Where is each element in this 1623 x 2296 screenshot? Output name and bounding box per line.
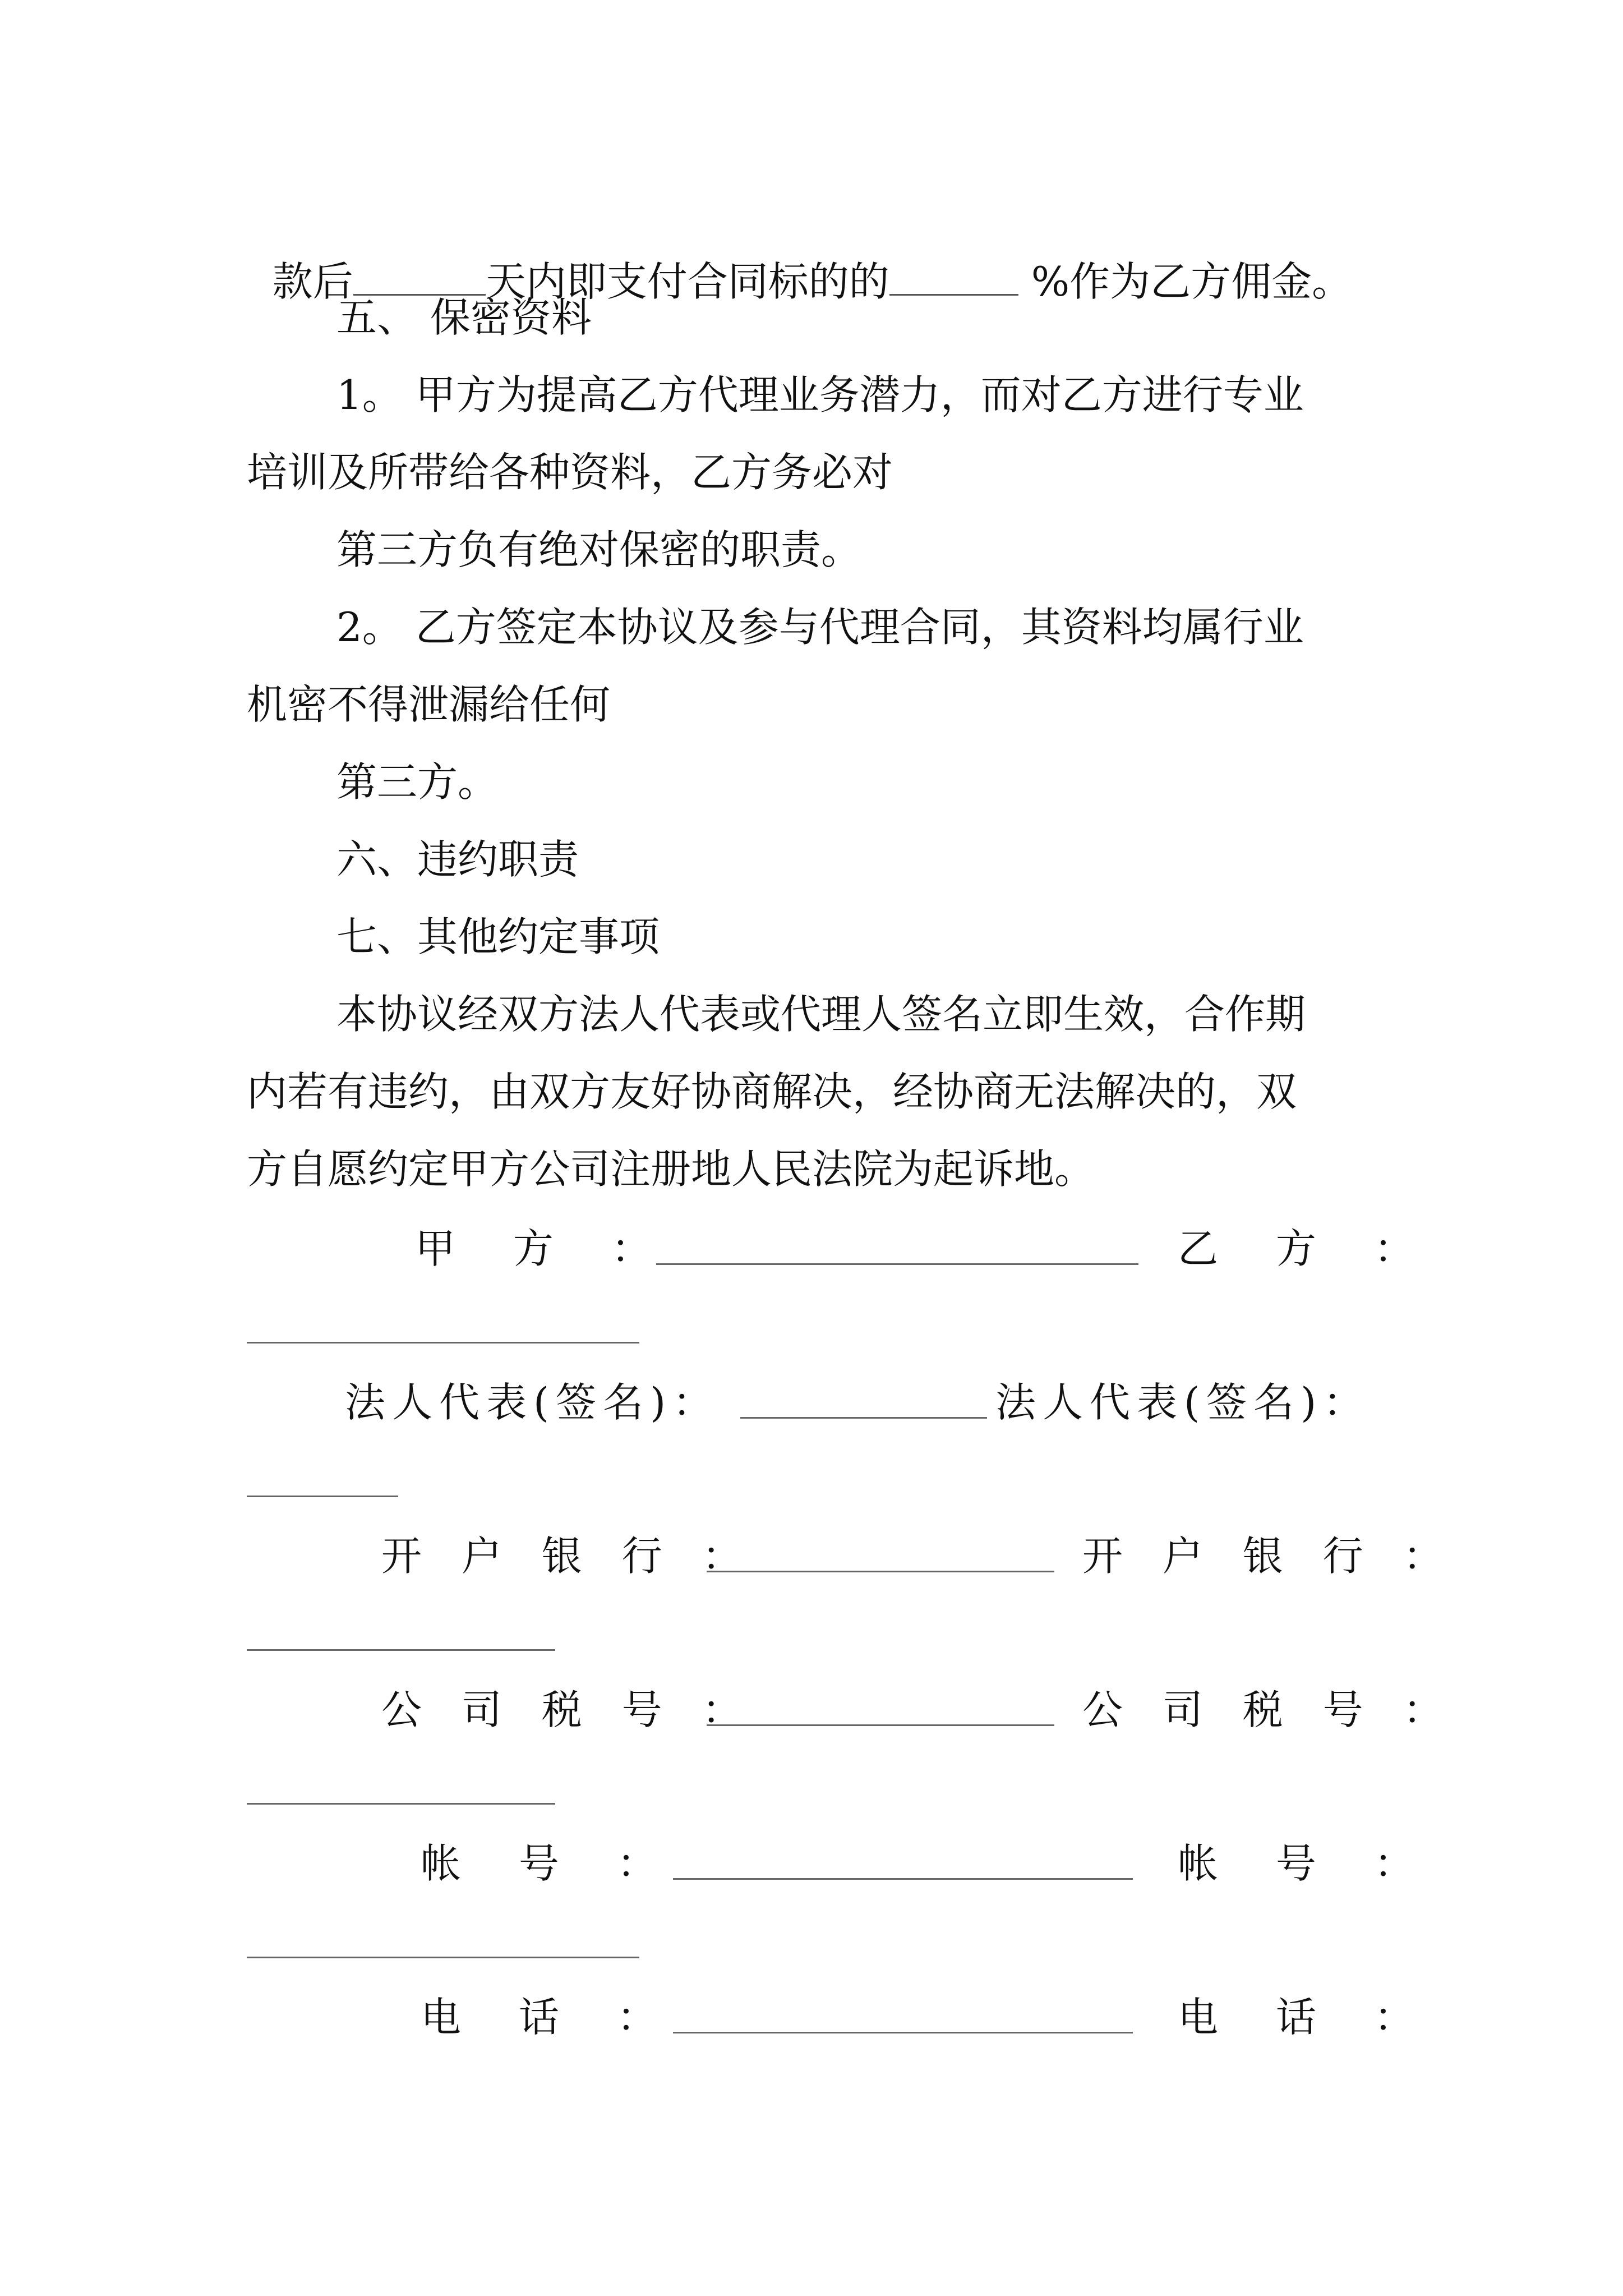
bank-b-fill-line xyxy=(247,1649,555,1651)
clause-1-line-3: 第三方负有绝对保密的职责。 xyxy=(336,526,862,573)
party-a-label: 甲 方 ： xyxy=(415,1225,674,1272)
section-heading-6: 六、违约职责 xyxy=(336,836,579,883)
account-a-fill-line xyxy=(673,1878,1133,1880)
tax-a-label: 公 司 税 号 ： xyxy=(381,1686,756,1733)
tax-a-fill-line xyxy=(707,1724,1054,1726)
clause-2-line-2: 机密不得泄漏给任何 xyxy=(247,681,611,728)
party-b-fill-line xyxy=(247,1342,639,1343)
party-a-fill-line xyxy=(656,1263,1138,1265)
blank-days xyxy=(353,260,486,296)
phone-b-label: 电 话 ： xyxy=(1178,1994,1437,2041)
account-b-fill-line xyxy=(247,1957,639,1958)
section-heading-7: 七、其他约定事项 xyxy=(336,913,660,960)
blank-percent xyxy=(889,260,1018,296)
section-heading-5: 五、 保密资料 xyxy=(336,294,592,341)
final-paragraph-line-2: 内若有违约，由双方友好协商解决，经协商无法解决的，双 xyxy=(247,1068,1297,1115)
phone-a-fill-line xyxy=(673,2032,1133,2033)
bank-a-fill-line xyxy=(707,1571,1054,1572)
text-fragment: 款后 xyxy=(272,258,353,305)
legal-rep-b-fill-line xyxy=(247,1496,398,1497)
bank-b-label: 开 户 银 行 ： xyxy=(1082,1533,1457,1580)
clause-1-line-2: 培训及所带给各种资料，乙方务必对 xyxy=(247,449,893,496)
bank-a-label: 开 户 银 行 ： xyxy=(381,1533,756,1580)
legal-rep-a-fill-line xyxy=(740,1417,987,1419)
clause-1-line-1: 1。 甲方为提高乙方代理业务潜力，而对乙方进行专业 xyxy=(336,371,1304,418)
phone-a-label: 电 话 ： xyxy=(421,1994,680,2041)
tax-b-label: 公 司 税 号 ： xyxy=(1082,1686,1457,1733)
tax-b-fill-line xyxy=(247,1803,555,1805)
text-fragment: 天内即支付合同标的的 xyxy=(485,258,889,305)
party-b-label: 乙 方 ： xyxy=(1178,1225,1437,1272)
account-a-label: 帐 号 ： xyxy=(421,1840,680,1887)
clause-2-line-3: 第三方。 xyxy=(336,758,499,806)
legal-rep-b-label: 法人代表(签名)： xyxy=(995,1379,1371,1426)
legal-rep-a-label: 法人代表(签名)： xyxy=(345,1379,720,1426)
text-fragment: %作为乙方佣金。 xyxy=(1018,258,1353,305)
clause-2-line-1: 2。 乙方签定本协议及参与代理合同，其资料均属行业 xyxy=(336,604,1304,651)
final-paragraph-line-1: 本协议经双方法人代表或代理人签名立即生效，合作期 xyxy=(336,991,1306,1038)
account-b-label: 帐 号 ： xyxy=(1178,1840,1437,1887)
final-paragraph-line-3: 方自愿约定甲方公司注册地人民法院为起诉地。 xyxy=(247,1145,1095,1193)
paragraph-commission xyxy=(247,220,1353,305)
